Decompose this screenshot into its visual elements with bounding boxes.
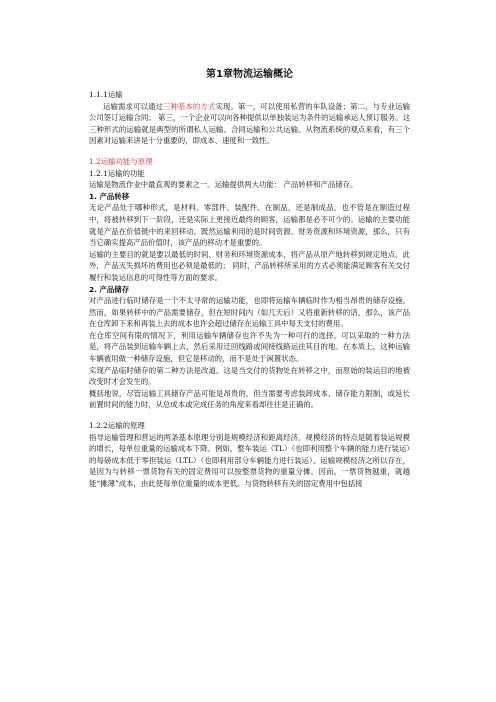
text-span: 运输需求可以通过: [103, 101, 163, 111]
paragraph-transfer-2: 运输的主要目的就是要以最低的时间、财务和环境资源成本，将产品从原产地转移到规定地点。此外，产品灭失损坏的费用也必须是最低的； 同时，产品转移所采用的方式必须能满足顾客有关交付履行和装运信息的可得性等方面的要求。: [89, 249, 410, 282]
text-span: 实现。第一，可以使用私营的车队设备；第二，与专业运输公司签订运输合同； 第三，一个企业可以向各种提供以单独装运为条件的运输承运人预订服务。这三种形式的运输就是典型的所谓私人运输、合同运输和公共运输。从物流系统的观点来看，有三个因素对运输来讲是十分重要的，即成本、速度和一致性。: [89, 101, 410, 146]
paragraph-storage-1: 对产品进行临时储存是一个不太寻常的运输功能，也即将运输车辆临时作为相当昂贵的储存设施。然而，如果转移中的产品需要储存，但在短时间内（如几天后）又将重新转移的话，那么，该产品在仓库卸下来和再装上去的成本也许会超过储存在运输工具中每天支付的费用。: [89, 296, 410, 329]
paragraph-storage-2: 在仓库空间有限的情况下，利用运输车辆储存也许不失为一种可行的选择。可以采取的一种方法是，将产品装到运输车辆上去，然后采用迂回线路或间接线路运往其目的地。在本质上，这种运输车辆被用做一种储存设施，但它是移动的，而不是处于闲置状态。: [89, 330, 410, 364]
spacer: [89, 411, 410, 420]
paragraph-transfer-1: 无论产品处于哪种形式，是材料、零部件、装配件、在制品，还是制成品，也不管是在制造过程中，将被转移到下一阶段，还是实际上更接近最终的顾客，运输都是必不可少的。运输的主要功能就是产品在价值链中的来回移动。既然运输利用的是时间资源、财务资源和环境资源，那么，只有当它确实提高产品价值时，该产品的移动才是重要的。: [89, 203, 410, 248]
paragraph-storage-3: 实现产品临时储存的第二种方法是改道。这是当交付的货物处在转移之中，而原始的装运目的地被改变时才会发生的。: [89, 365, 410, 387]
spacer: [89, 147, 410, 156]
chapter-title: 第1章物流运输概论: [206, 69, 293, 80]
section-heading-1-1-1: 1.1.1运输: [89, 90, 123, 99]
highlighted-text: 三种基本的方式: [162, 101, 216, 111]
subheading-product-storage: 2. 产品储存: [89, 284, 130, 294]
paragraph-intro: 运输是物流作业中最直观的要素之一。运输提供两大功能： 产品转移和产品储存。: [89, 180, 358, 190]
paragraph-principles: 指导运输管理和营运的两条基本原理分别是规模经济和距离经济。规模经济的特点是随着装运规模的增长，每单位重量的运输成本下降。例如，整车装运（TL）（也即利用整个车辆的能力进行装运）的每磅成本低于零担装运（LTL）（也即利用部分车辆能力进行装运）。运输规模经济之所以存在，是因为与转移一票货物有关的固定费用可以按整票货物的重量分摊。因而，一票货物越重，就越能“摊薄”成本，由此使每单位重量的成本更低。与货物转移有关的固定费用中包括接: [89, 432, 410, 488]
section-heading-1-2: 1.2运输功能与原理: [89, 156, 153, 166]
paragraph-transport-modes: [89, 101, 410, 147]
section-heading-1-2-2: 1.2.2运输的原理: [89, 421, 145, 431]
subheading-product-transfer: 1. 产品转移: [89, 191, 130, 201]
section-heading-1-2-1: 1.2.1运输的功能: [89, 168, 145, 178]
paragraph-storage-4: 概括地说，尽管运输工具储存产品可能是昂贵的，但当需要考虑装卸成本、储存能力限制，或延长前置时间的能力时，从总成本或完成任务的角度来看却往往是正确的。: [89, 388, 410, 410]
